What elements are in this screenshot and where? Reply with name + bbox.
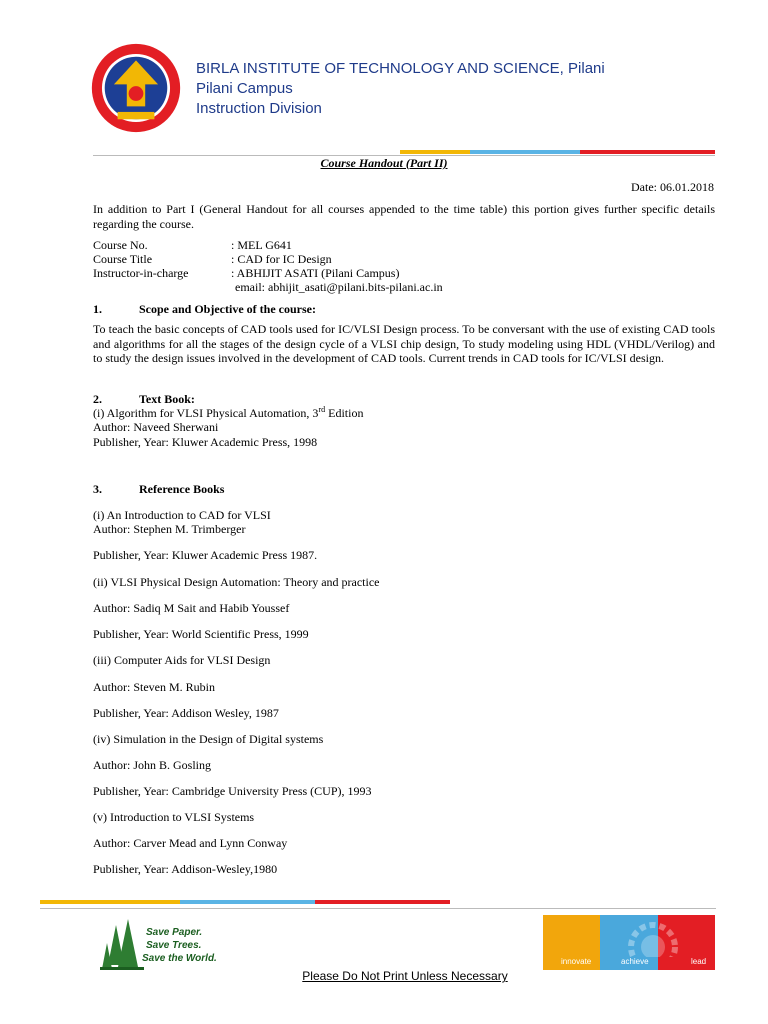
instructor-label: Instructor-in-charge <box>93 266 189 280</box>
ref-line: Publisher, Year: Kluwer Academic Press 1987. <box>93 548 318 562</box>
instructor-email: email: abhijit_asati@pilani.bits-pilani.ac.in <box>235 280 443 294</box>
course-title-value: : CAD for IC Design <box>231 252 332 266</box>
ref-line: (iv) Simulation in the Design of Digital systems <box>93 732 324 746</box>
course-title-label: Course Title <box>93 252 153 266</box>
ref-line: Author: John B. Gosling <box>93 758 212 772</box>
banner-innovate: innovate <box>561 957 592 966</box>
print-notice: Please Do Not Print Unless Necessary <box>302 969 508 983</box>
tree-icon <box>102 919 138 969</box>
handout-title: Course Handout (Part II) <box>320 156 448 170</box>
section-3-title: Reference Books <box>139 482 225 496</box>
ref-line: (i) An Introduction to CAD for VLSI <box>93 508 271 522</box>
ref-line: Publisher, Year: Addison-Wesley,1980 <box>93 862 278 876</box>
save-line-3: Save the World. <box>142 953 217 964</box>
footer-bar-red <box>315 900 450 904</box>
header-bar-blue <box>470 150 580 154</box>
save-line-1: Save Paper. <box>146 927 203 938</box>
save-paper-graphic <box>98 915 228 971</box>
institute-logo <box>90 42 182 134</box>
ref-line: (ii) VLSI Physical Design Automation: Theory and practice <box>93 575 380 589</box>
section-3-number: 3. <box>93 482 102 496</box>
footer-rule <box>40 908 716 909</box>
ref-line: Author: Carver Mead and Lynn Conway <box>93 836 288 850</box>
banner-achieve: achieve <box>621 957 649 966</box>
innovate-achieve-lead-banner <box>543 915 715 970</box>
section-1-title: Scope and Objective of the course: <box>139 302 316 316</box>
ref-line: Publisher, Year: World Scientific Press, 1999 <box>93 627 309 641</box>
ref-line: (v) Introduction to VLSI Systems <box>93 810 255 824</box>
ref-line: Author: Stephen M. Trimberger <box>93 522 246 536</box>
ref-line: Author: Sadiq M Sait and Habib Youssef <box>93 601 290 615</box>
section-1-body: To teach the basic concepts of CAD tools used for IC/VLSI Design process. To be conversant with the use of existing CAD tools and algorithms for all the stages of the design cycle of a VLSI chip design, To study modeling using HDL (VHDL/Verilog) and to study the design issues involved in the development of CAD tools. Current trends in CAD tools for IC/VLSI design. <box>93 322 715 365</box>
section-2-title: Text Book: <box>139 392 195 406</box>
banner-lead: lead <box>691 957 707 966</box>
section-2-number: 2. <box>93 392 102 406</box>
gear-icon <box>613 917 693 957</box>
header-bar-yellow <box>400 150 470 154</box>
ref-line: (iii) Computer Aids for VLSI Design <box>93 653 271 667</box>
footer-bar-blue <box>180 900 315 904</box>
ref-line: Publisher, Year: Cambridge University Press (CUP), 1993 <box>93 784 372 798</box>
section-1-number: 1. <box>93 302 102 316</box>
handout-date: Date: 06.01.2018 <box>631 180 714 194</box>
institute-name: BIRLA INSTITUTE OF TECHNOLOGY AND SCIENCE, Pilani <box>196 60 605 77</box>
text-book-title: (i) Algorithm for VLSI Physical Automation, 3rd Edition <box>93 405 364 420</box>
footer-bar-yellow <box>40 900 180 904</box>
intro-paragraph: In addition to Part I (General Handout for all courses appended to the time table) this portion gives further specific details regarding the course. <box>93 202 715 231</box>
text-book-publisher: Publisher, Year: Kluwer Academic Press, 1998 <box>93 435 318 449</box>
campus-name: Pilani Campus <box>196 80 293 97</box>
text-book-author: Author: Naveed Sherwani <box>93 420 219 434</box>
ref-line: Publisher, Year: Addison Wesley, 1987 <box>93 706 279 720</box>
course-no-label: Course No. <box>93 238 148 252</box>
save-line-2: Save Trees. <box>146 940 202 951</box>
division-name: Instruction Division <box>196 100 322 117</box>
course-no-value: : MEL G641 <box>231 238 292 252</box>
header-bar-red <box>580 150 715 154</box>
instructor-value: : ABHIJIT ASATI (Pilani Campus) <box>231 266 400 280</box>
ref-line: Author: Steven M. Rubin <box>93 680 215 694</box>
